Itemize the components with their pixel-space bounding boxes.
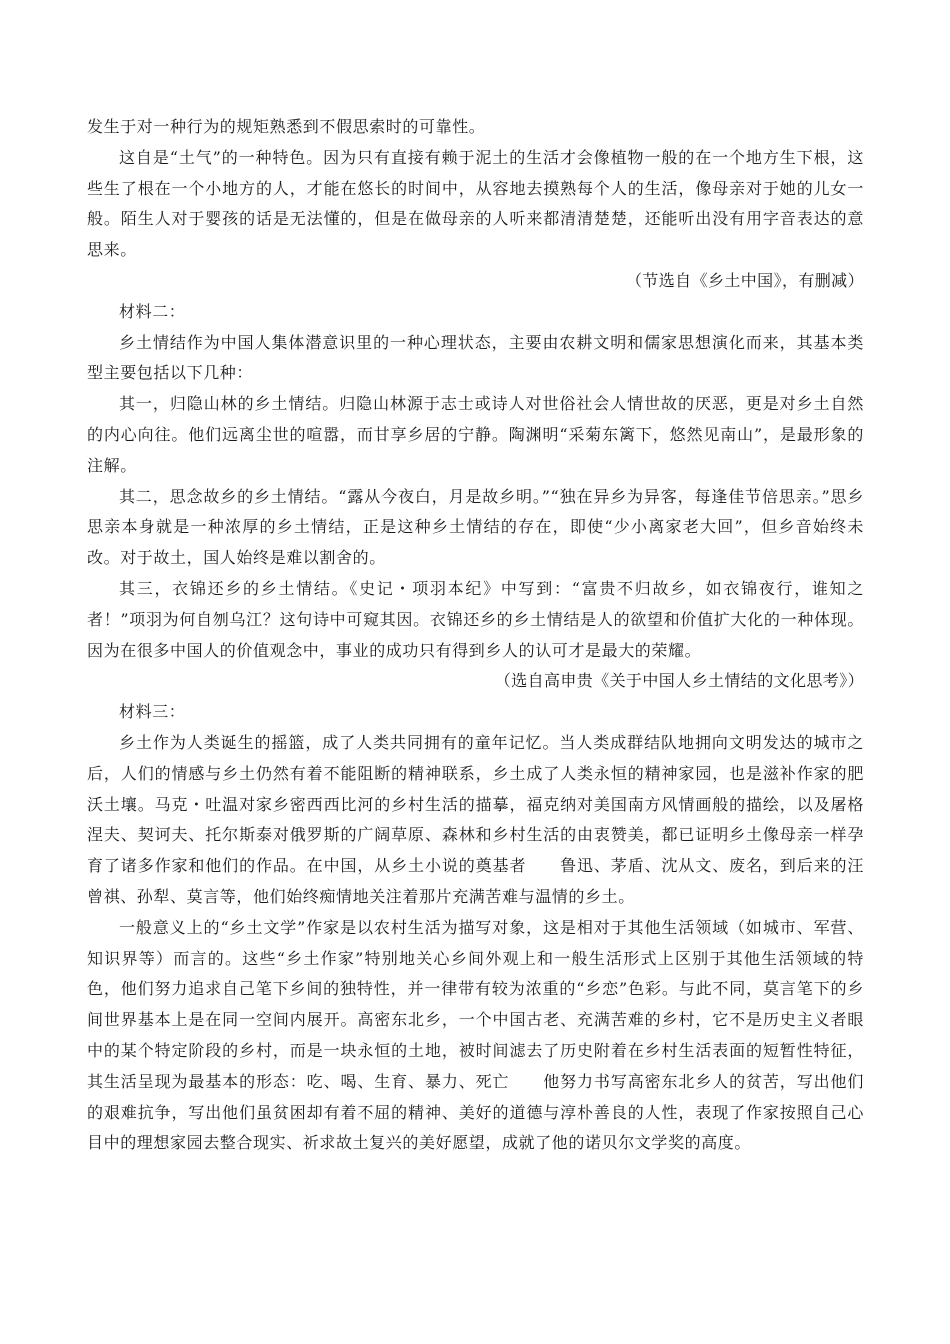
paragraph-type-two: 其二，思念故乡的乡土情结。“露从今夜白，月是故乡明。”“独在异乡为异客，每逢佳节倍思亲。”思乡思亲本身就是一种浓厚的乡土情结，正是这种乡土情结的存在，即使“少小离家老大回”，但乡音始终未改。对于故土，国人始终是难以割舍的。: [87, 486, 864, 568]
source-citation-1: （节选自《乡土中国》，有删减）: [625, 270, 864, 290]
source-citation-2: （选自高申贵《关于中国人乡土情结的文化思考》）: [494, 671, 864, 691]
paragraph-type-three: 其三，衣锦还乡的乡土情结。《史记・项羽本纪》中写到：“富贵不归故乡，如衣锦夜行，谁知之者！”项羽为何自刎乌江？这句诗中可窥其因。衣锦还乡的乡土情结是人的欲望和价值扩大化的一种体现。因为在很多中国人的价值观念中，事业的成功只有得到乡人的认可才是最大的荣耀。: [87, 578, 864, 660]
paragraph-type-one: 其一，归隐山林的乡土情结。归隐山林源于志士或诗人对世俗社会人情世故的厌恶，更是对乡土自然的内心向往。他们远离尘世的喧嚣，而甘享乡居的宁静。陶渊明“采菊东篱下，悠然见南山”，是最形象的注解。: [87, 394, 864, 475]
paragraph-continuation: 发生于对一种行为的规矩熟悉到不假思索时的可靠性。: [87, 117, 486, 136]
paragraph-cradle: 乡土作为人类诞生的摇篮，成了人类共同拥有的童年记忆。当人类成群结队地拥向文明发达的城市之后，人们的情感与乡土仍然有着不能阻断的精神联系，乡土成了人类永恒的精神家园，也是滋补作家的肥沃土壤。马克・吐温对家乡密西西比河的乡村生活的描摹，福克纳对美国南方风情画般的描绘，以及屠格涅夫、契诃夫、托尔斯泰对俄罗斯的广阔草原、森林和乡村生活的由衷赞美，都已证明乡土像母亲一样孕育了诸多作家和他们的作品。在中国，从乡土小说的奠基者 鲁迅、茅盾、沈从文、废名，到后来的汪曾祺、孙犁、莫言等，他们始终痴情地关注着那片充满苦难与温情的乡土。: [87, 732, 864, 906]
document-page: [87, 112, 864, 1159]
material-two-heading: 材料二：: [119, 301, 186, 321]
paragraph-rural-complex-intro: 乡土情结作为中国人集体潜意识里的一种心理状态，主要由农耕文明和儒家思想演化而来，其基本类型主要包括以下几种：: [87, 332, 864, 383]
material-three-heading: 材料三：: [119, 702, 186, 722]
paragraph-rural-literature: 一般意义上的“乡土文学”作家是以农村生活为描写对象，这是相对于其他生活领域（如城市、军营、知识界等）而言的。这些“乡土作家”特别地关心乡间外观上和一般生活形式上区别于其他生活领域的特色，他们努力追求自己笔下乡间的独特性，并一律带有较为浓重的“乡恋”色彩。与此不同，莫言笔下的乡间世界基本上是在同一空间内展开。高密东北乡，一个中国古老、充满苦难的乡村，它不是历史主义者眼中的某个特定阶段的乡村，而是一块永恒的土地，被时间滤去了历史附着在乡村生活表面的短暂性特征，其生活呈现为最基本的形态：吃、喝、生育、暴力、死亡 他努力书写高密东北乡人的贫苦，写出他们的艰难抗争，写出他们虽贫困却有着不屈的精神、美好的道德与淳朴善良的人性，表现了作家按照自己心目中的理想家园去整合现实、祈求故土复兴的美好愿望，成就了他的诺贝尔文学奖的高度。: [87, 917, 864, 1153]
paragraph-earthiness: 这自是“土气”的一种特色。因为只有直接有赖于泥土的生活才会像植物一般的在一个地方生下根，这些生了根在一个小地方的人，才能在悠长的时间中，从容地去摸熟每个人的生活，像母亲对于她的儿女一般。陌生人对于婴孩的话是无法懂的，但是在做母亲的人听来都清清楚楚，还能听出没有用字音表达的意思来。: [87, 147, 864, 260]
